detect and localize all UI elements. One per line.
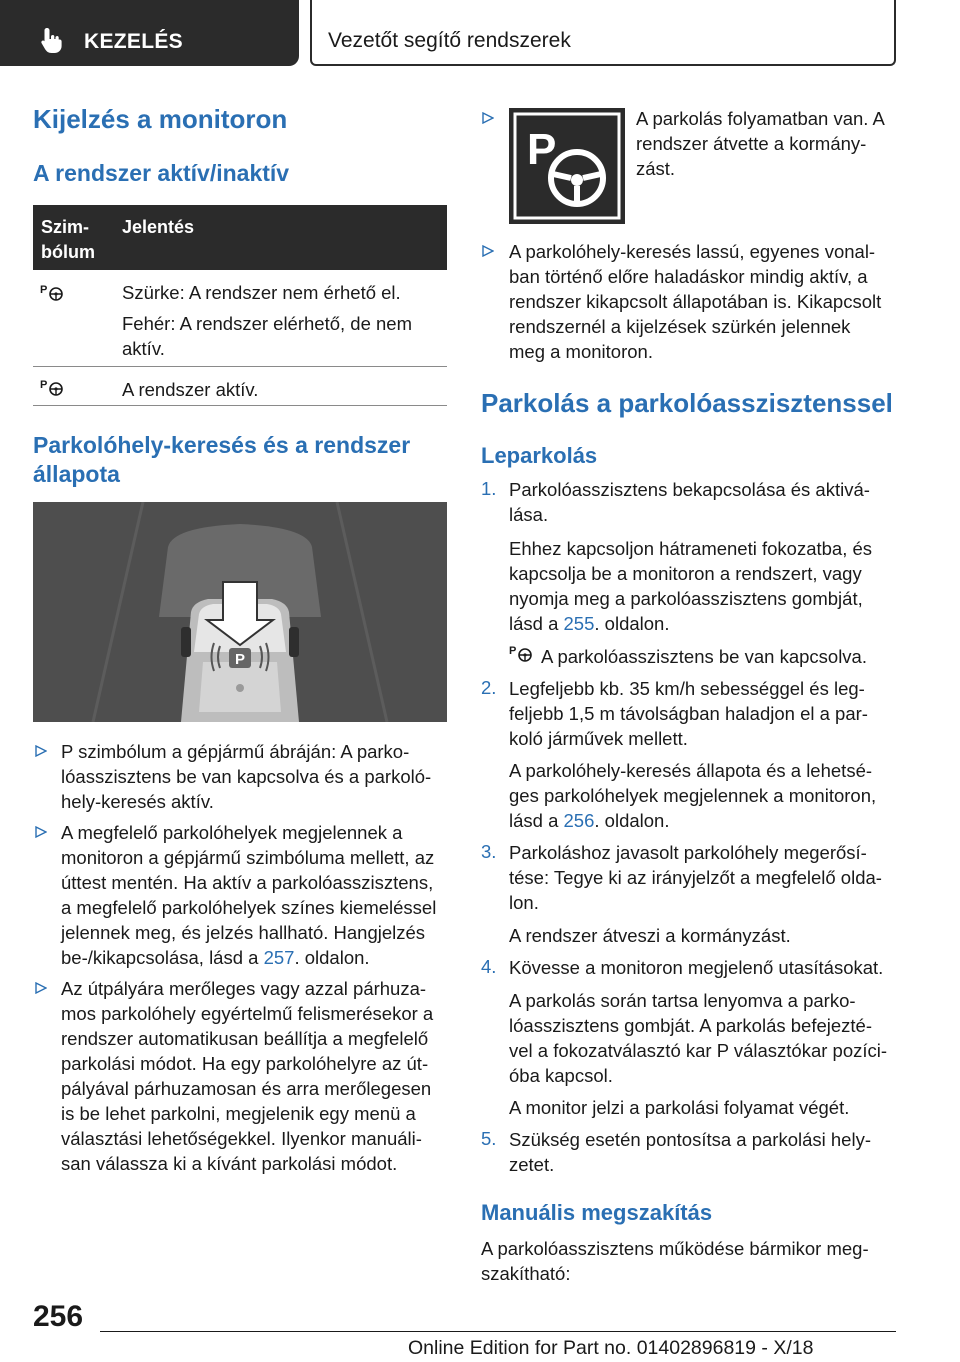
step4-sub2: A monitor jelzi a parkolási folyamat végét. xyxy=(509,1097,850,1118)
svg-text:P: P xyxy=(527,125,557,174)
th-symbol-1: Szim- xyxy=(41,217,90,237)
table-header xyxy=(33,205,447,270)
icon-text-3: zást. xyxy=(636,158,676,179)
step2-line-1: Legfeljebb kb. 35 km/h sebességgel és leg- xyxy=(509,678,865,699)
triangle-bullet-icon xyxy=(35,745,47,757)
step2-ref-post: . oldalon. xyxy=(594,810,670,831)
step2-ref-pre: lásd a xyxy=(509,810,564,831)
bullet2-line-4: a megfelelő parkolóhelyek színes kiemeléssel xyxy=(61,897,437,918)
table-divider xyxy=(33,366,447,367)
park-assist-icon xyxy=(509,643,535,663)
heading-parking: Parkolás a parkolóasszisztenssel xyxy=(481,388,893,418)
th-symbol-2: bólum xyxy=(41,242,95,262)
step3-line-2: tése: Tegye ki az irányjelzőt a megfelelő olda- xyxy=(509,867,882,888)
step4-sub-1: A parkolás során tartsa lenyomva a parko- xyxy=(509,990,856,1011)
icon-text-2: rendszer átvette a kormány- xyxy=(636,133,867,154)
bullet2-line-5: jelennek meg, és jelzés hallható. Hangjelzés xyxy=(61,922,426,943)
bullet3-line-6: is be lehet parkolni, megjelenik egy menü a xyxy=(61,1103,416,1124)
step4-sub-2: lóasszisztens gombját. A parkolás befejezté- xyxy=(509,1015,872,1036)
bullet3-line-2: mos parkolóhely egyértelmű felismerésekor a xyxy=(61,1003,434,1024)
step-number-1: 1. xyxy=(481,478,497,499)
bullet2-line-1: A megfelelő parkolóhelyek megjelennek a xyxy=(61,822,403,843)
page-link-256[interactable]: 256 xyxy=(563,810,595,831)
header-tab xyxy=(0,0,299,66)
heading-status: A rendszer aktív/inaktív xyxy=(33,160,290,186)
svg-text:P: P xyxy=(40,379,48,391)
step2-sub-3 xyxy=(509,808,669,833)
svg-text:P: P xyxy=(235,651,246,668)
step1-line-2: lása. xyxy=(509,504,549,525)
svg-text:P: P xyxy=(40,284,48,296)
steering-wheel-icon xyxy=(509,108,625,224)
park-assist-active-icon xyxy=(40,377,66,397)
step1-sub-3: nyomja meg a parkolóasszisztens gombját, xyxy=(509,588,863,609)
bullet4-line-4: rendszernél a kijelzések szürkén jelennek xyxy=(509,316,851,337)
step3-line-3: lon. xyxy=(509,892,539,913)
step-number-2: 2. xyxy=(481,677,497,698)
heading-manual-abort: Manuális megszakítás xyxy=(481,1200,713,1225)
heading-search-1: Parkolóhely-keresés és a rendszer xyxy=(33,432,411,458)
bullet3-line-8: san válassza ki a kívánt parkolási módot. xyxy=(61,1153,398,1174)
step-number-5: 5. xyxy=(481,1128,497,1149)
heading-display: Kijelzés a monitoron xyxy=(33,104,288,134)
triangle-bullet-icon xyxy=(35,982,47,994)
bullet2-line-3: úttest mentén. Ha aktív a parkolóasszisztens, xyxy=(61,872,434,893)
triangle-bullet-icon xyxy=(482,112,494,124)
footer-rule xyxy=(100,1331,896,1332)
parking-illustration xyxy=(33,502,447,722)
triangle-bullet-icon xyxy=(482,245,494,257)
bullet2-line-6 xyxy=(61,945,370,970)
bullet3-line-3: rendszer automatikusan beállítja a megfelelő xyxy=(61,1028,429,1049)
header-section-label: Vezetőt segítő rendszerek xyxy=(328,29,571,52)
step3-sub: A rendszer átveszi a kormányzást. xyxy=(509,925,791,946)
step3-line-1: Parkoláshoz javasolt parkolóhely megerősí- xyxy=(509,842,867,863)
step2-sub-1: A parkolóhely-keresés állapota és a lehetsé- xyxy=(509,760,873,781)
row1-text-3: aktív. xyxy=(122,338,165,359)
svg-text:P: P xyxy=(509,645,517,657)
heading-park-in: Leparkolás xyxy=(481,443,598,468)
step2-sub-2: ges parkolóhelyek megjelennek a monitoron, xyxy=(509,785,877,806)
last-line-1: A parkolóasszisztens működése bármikor meg- xyxy=(481,1238,869,1259)
step5-line-1: Szükség esetén pontosítsa a parkolási hely- xyxy=(509,1129,871,1150)
row2-text: A rendszer aktív. xyxy=(122,379,259,400)
icon-text-1: A parkolás folyamatban van. A xyxy=(636,108,885,129)
triangle-bullet-icon xyxy=(35,826,47,838)
park-assist-icon xyxy=(40,282,66,302)
step4-line-1: Kövesse a monitoron megjelenő utasításokat. xyxy=(509,957,884,978)
step1-icon-text: A parkolóasszisztens be van kapcsolva. xyxy=(541,646,867,667)
bullet4-line-1: A parkolóhely-keresés lassú, egyenes vonal- xyxy=(509,241,876,262)
last-line-2: szakítható: xyxy=(481,1263,571,1284)
step-number-4: 4. xyxy=(481,956,497,977)
step5-line-2: zetet. xyxy=(509,1154,555,1175)
step2-line-2: feljebb 1,5 m távolságban haladjon el a par- xyxy=(509,703,868,724)
bullet1-line-1: P szimbólum a gépjármű ábráján: A parko- xyxy=(61,741,410,762)
step1-ref-pre: lásd a xyxy=(509,613,564,634)
step2-line-3: koló járművek mellett. xyxy=(509,728,688,749)
step4-sub-3: vel a fokozatválasztó kar P választókar pozíci- xyxy=(509,1040,888,1061)
step-number-3: 3. xyxy=(481,841,497,862)
bullet3-line-1: Az útpályára merőleges vagy azzal párhuza- xyxy=(61,978,427,999)
page-number: 256 xyxy=(33,1300,84,1333)
header-tab-label: KEZELÉS xyxy=(84,30,183,53)
bullet2-text-post: . oldalon. xyxy=(294,947,370,968)
page-link-255[interactable]: 255 xyxy=(563,613,595,634)
step1-sub-2: kapcsolja be a monitoron a rendszert, vagy xyxy=(509,563,862,584)
bullet1-line-3: hely-keresés aktív. xyxy=(61,791,214,812)
bullet4-line-3: rendszer kikapcsolt állapotában is. Kikapcsolt xyxy=(509,291,882,312)
bullet2-text-pre: be-/kikapcsolása, lásd a xyxy=(61,947,264,968)
step1-sub-1: Ehhez kapcsoljon hátrameneti fokozatba, és xyxy=(509,538,873,559)
bullet3-line-5: pályával párhuzamosan és arra merőlegesen xyxy=(61,1078,432,1099)
bullet2-line-2: monitoron a gépjármű szimbóluma mellett, az xyxy=(61,847,435,868)
step1-sub-4 xyxy=(509,611,669,636)
step4-sub-4: óba kapcsol. xyxy=(509,1065,613,1086)
row1-text-2: Fehér: A rendszer elérhető, de nem xyxy=(122,313,413,334)
step1-ref-post: . oldalon. xyxy=(594,613,670,634)
bullet4-line-5: meg a monitoron. xyxy=(509,341,653,362)
header-section xyxy=(310,0,896,66)
footer-edition: Online Edition for Part no. 01402896819 - X/18 xyxy=(408,1337,814,1359)
heading-search-2: állapota xyxy=(33,461,120,487)
bullet1-line-2: lóasszisztens be van kapcsolva és a parkoló- xyxy=(61,766,432,787)
bullet3-line-7: választási lehetőségekkel. Ilyenkor manuáli- xyxy=(61,1128,422,1149)
th-meaning: Jelentés xyxy=(122,217,195,237)
row1-text-1: Szürke: A rendszer nem érhető el. xyxy=(122,282,401,303)
bullet4-line-2: ban történő előre haladáskor mindig aktív, a xyxy=(509,266,868,287)
hand-icon xyxy=(40,26,66,54)
page-link-257[interactable]: 257 xyxy=(263,947,295,968)
step1-line-1: Parkolóasszisztens bekapcsolása és aktivá- xyxy=(509,479,870,500)
table-bottom-line xyxy=(33,405,447,406)
bullet3-line-4: parkolási módot. Ha egy parkolóhelyre az út- xyxy=(61,1053,429,1074)
